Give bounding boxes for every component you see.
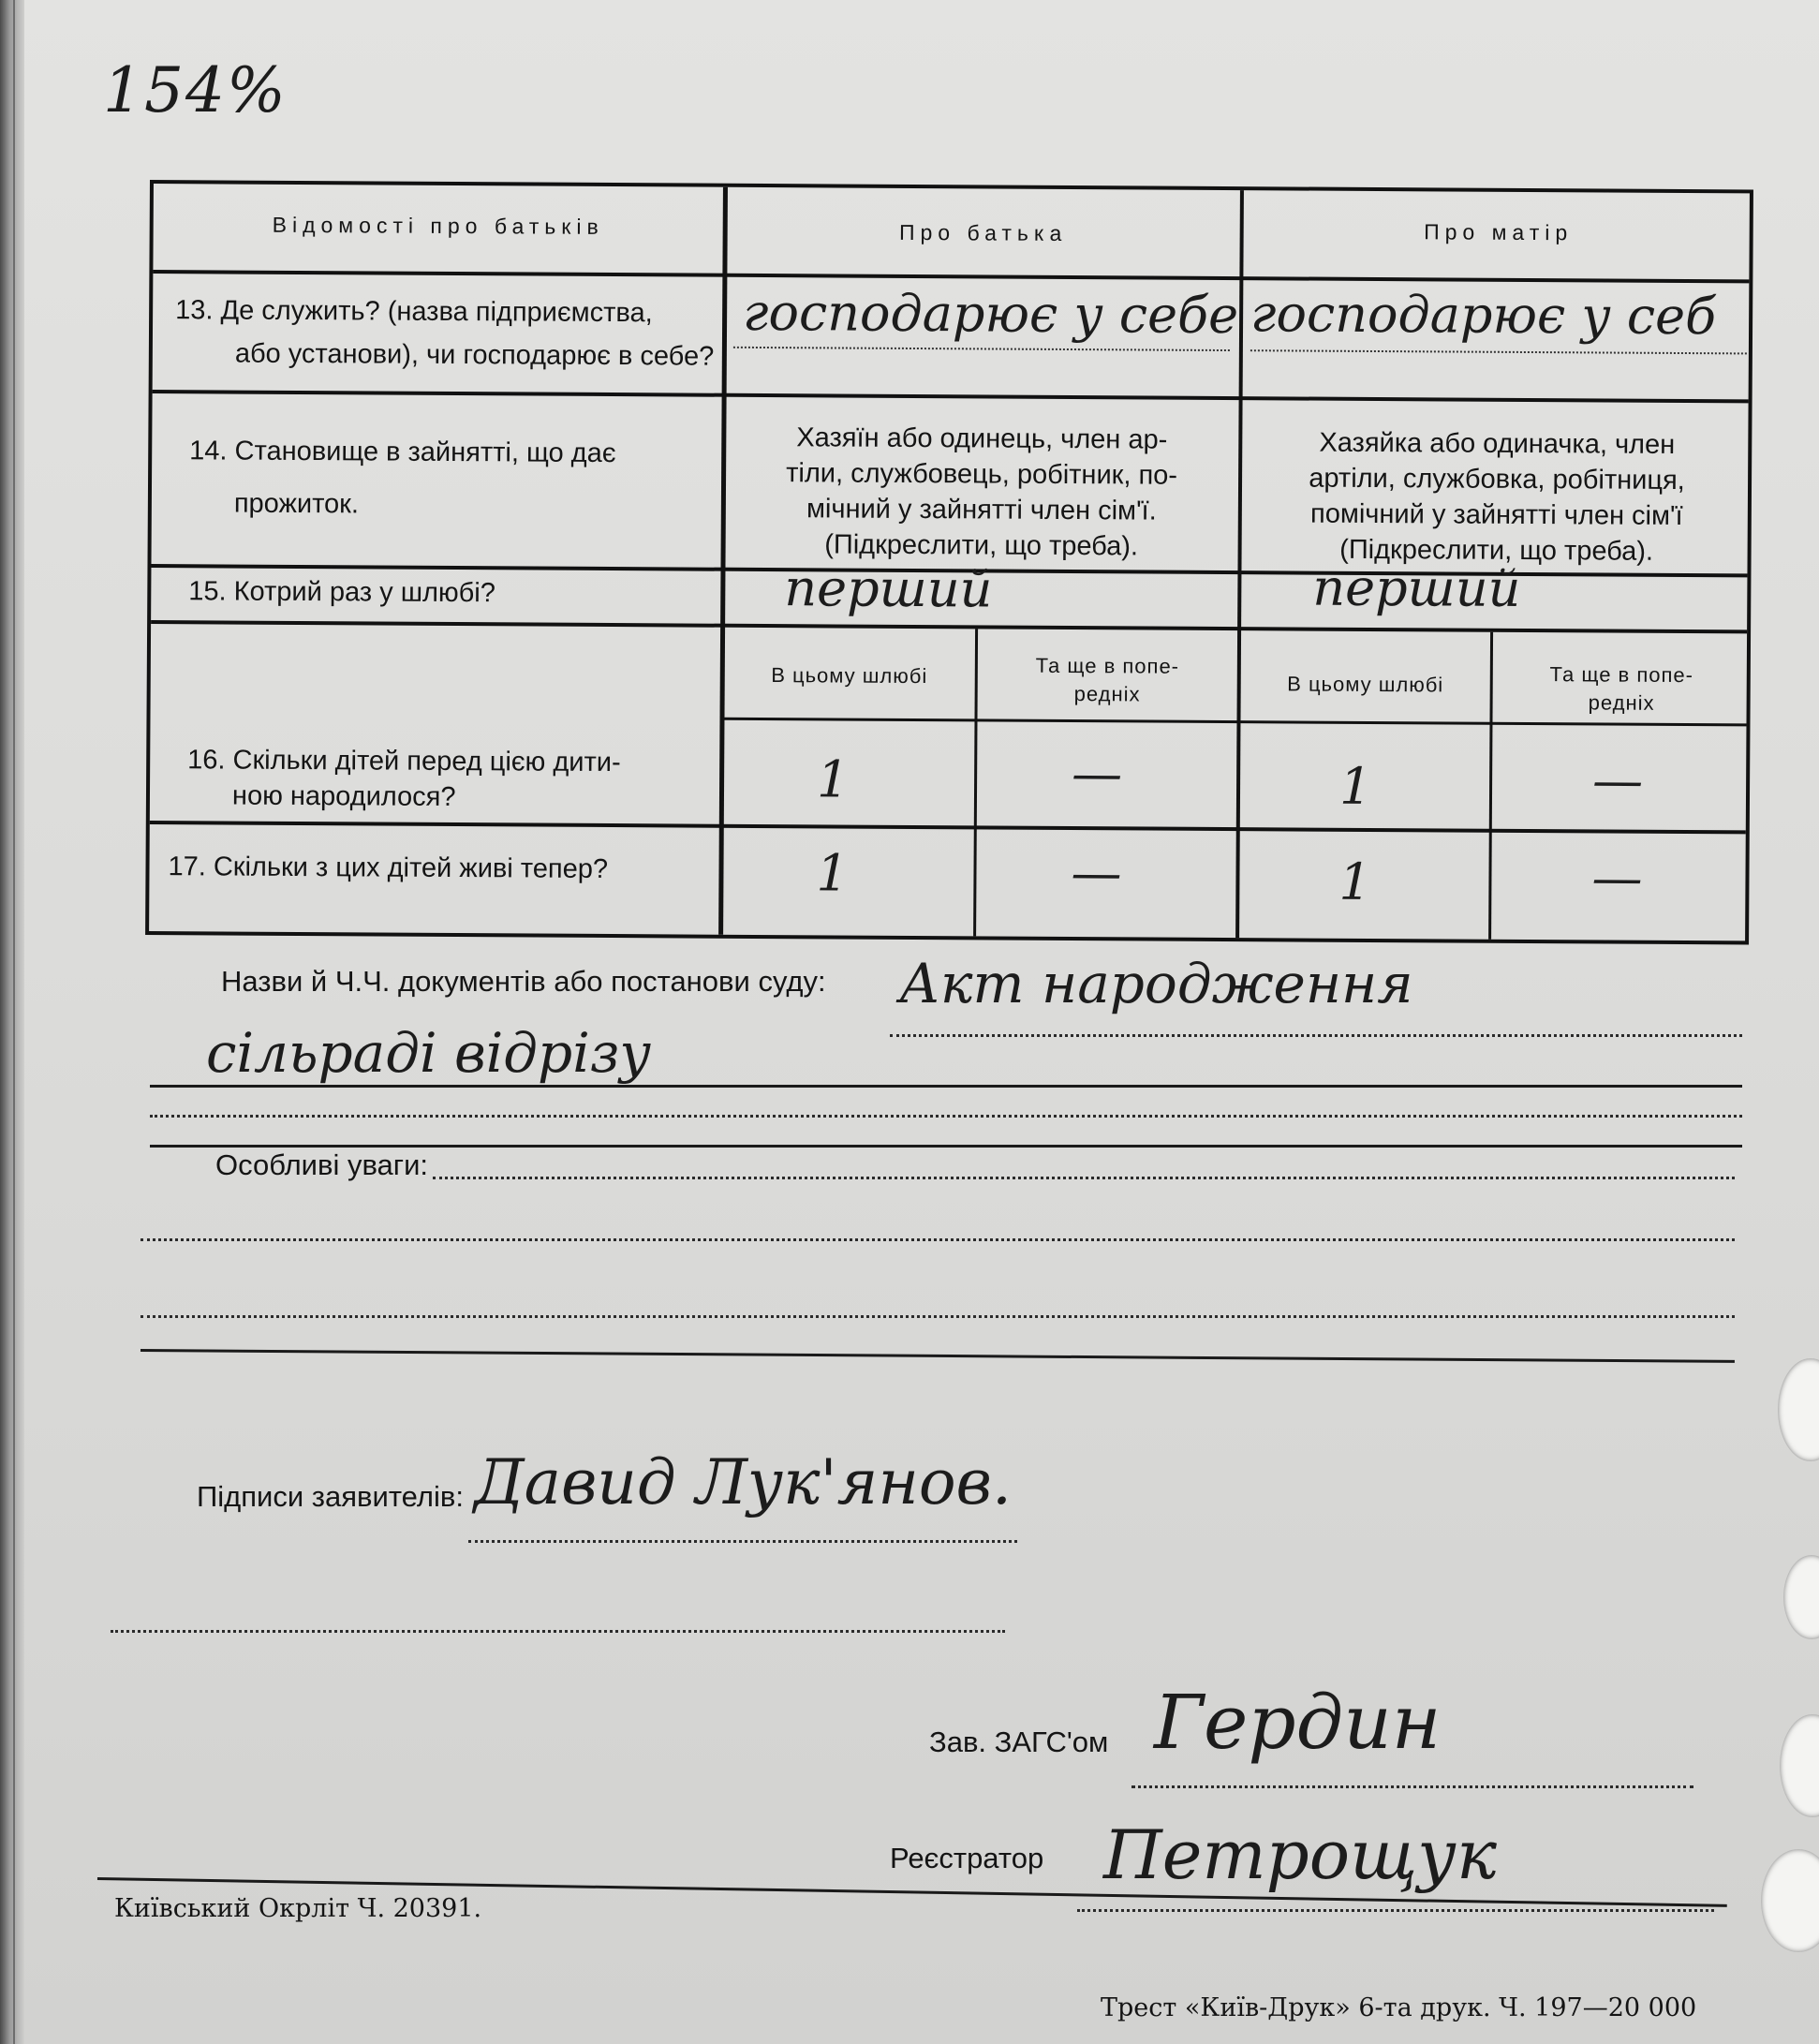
q14-label-line2: прожиток.: [233, 488, 360, 520]
applicants-signature: Давид Лук'янов.: [474, 1446, 1012, 1518]
notes-label: Особливі уваги:: [215, 1148, 429, 1181]
q14-father-options: Хазяїн або одинець, член ар- тіли, службовець, робітник, по- мічний у зайнятті член сім'ї. (Підкреслити, що треба).: [786, 422, 1178, 562]
q15-mother-answer: перший: [1312, 557, 1521, 618]
sub-father-previous: Та ще в попе- редніх: [1035, 653, 1180, 706]
q14-mother-options: Хазяйка або одиначка, член артіли, службовка, робітниця, помічний у зайнятті член сім'ї (Підкреслити, що треба).: [1309, 427, 1685, 567]
applicants-label: Підписи заявителів:: [197, 1480, 464, 1513]
registrar-signature: Петрощук: [1103, 1815, 1497, 1894]
sub-father-this-marriage: В цьому шлюбі: [771, 663, 928, 689]
q17-mother-this: 1: [1338, 852, 1371, 911]
q14-label-line1: 14. Становище в зайнятті, що дає: [189, 436, 616, 469]
q16-mother-this: 1: [1338, 756, 1372, 816]
q13-father-answer: господарює у себе: [742, 282, 1239, 346]
q16-father-previous: —: [1071, 744, 1123, 804]
parents-info-table: [145, 180, 1753, 944]
q17-label: 17. Скільки з цих дітей живі тепер?: [168, 852, 609, 885]
header-parents-info: Відомості про батьків: [272, 212, 604, 239]
binding-edge: [0, 0, 24, 2044]
q16-label-line2: ною народилося?: [231, 780, 456, 813]
q17-father-previous: —: [1071, 843, 1122, 903]
notes-line-3: [140, 1315, 1735, 1318]
sub-mother-this-marriage: В цьому шлюбі: [1287, 672, 1444, 697]
zags-head-signature: Гердин: [1154, 1679, 1442, 1766]
q16-father-this: 1: [816, 749, 850, 809]
q16-label-line1: 16. Скільки дітей перед цією дити-: [187, 745, 621, 778]
notes-line-1: [433, 1177, 1735, 1179]
documents-label: Назви й Ч.Ч. документів або постанови суду:: [221, 965, 826, 998]
q17-father-this: 1: [816, 843, 850, 903]
zags-head-label: Зав. ЗАГС'ом: [929, 1726, 1109, 1758]
q13-label-line2: або установи), чи господарює в себе?: [234, 338, 715, 372]
header-father: Про батька: [898, 219, 1068, 245]
q17-mother-previous: —: [1591, 848, 1643, 908]
printer-footer-right: Трест «Київ-Друк» 6-та друк. Ч. 197—20 000: [1101, 1993, 1697, 2022]
header-mother: Про матір: [1424, 219, 1574, 245]
q16-mother-previous: —: [1591, 750, 1644, 810]
q15-father-answer: перший: [784, 558, 993, 619]
documents-value-line2: сільраді відрізу: [206, 1021, 652, 1085]
q13-mother-answer: господарює у себ: [1250, 284, 1717, 347]
printer-footer-left: Київський Окрліт Ч. 20391.: [114, 1894, 482, 1923]
registrar-label: Реєстратор: [890, 1842, 1044, 1874]
documents-value-line1: Акт народження: [899, 952, 1413, 1015]
q13-label-line1: 13. Де служить? (назва підприємства,: [175, 295, 653, 329]
sub-mother-previous: Та ще в попе- редніх: [1549, 662, 1694, 715]
notes-line-2: [140, 1238, 1735, 1241]
archive-number: 154%: [103, 54, 288, 126]
q15-label: 15. Котрий раз у шлюбі?: [188, 576, 496, 609]
